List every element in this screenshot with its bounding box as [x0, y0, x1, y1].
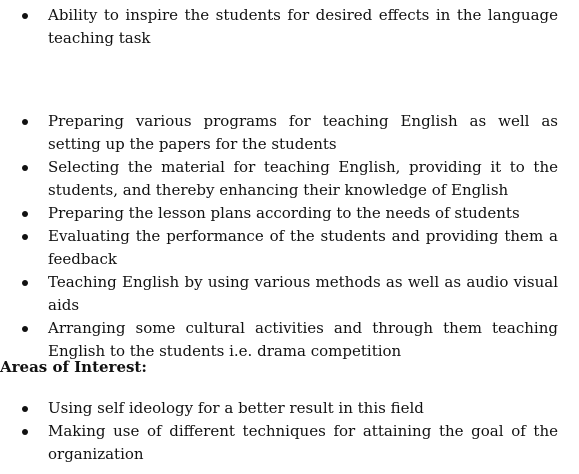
list-item-text: Preparing the lesson plans according to the needs of students — [48, 204, 520, 222]
bullet-icon — [22, 326, 28, 332]
list-item — [0, 156, 579, 202]
bullet-icon — [22, 13, 28, 19]
bullet-icon — [22, 119, 28, 125]
bullet-list-responsibilities — [0, 110, 579, 363]
list-item — [0, 110, 579, 156]
list-item-text: Making use of different techniques for attaining the goal of the organization — [48, 422, 558, 463]
bullet-list-areas-of-interest — [0, 397, 579, 466]
list-item — [0, 225, 579, 271]
list-item-text: Ability to inspire the students for desired effects in the language teaching task — [48, 6, 558, 47]
list-item — [0, 202, 579, 225]
list-item-text: Evaluating the performance of the students and providing them a feedback — [48, 227, 558, 268]
list-item — [0, 271, 579, 317]
list-item — [0, 420, 579, 466]
list-item-text: Teaching English by using various methods as well as audio visual aids — [48, 273, 558, 314]
bullet-icon — [22, 280, 28, 286]
list-item-text: Arranging some cultural activities and through them teaching English to the students i.e. drama competition — [48, 319, 558, 360]
bullet-icon — [22, 234, 28, 240]
list-item-text: Using self ideology for a better result in this field — [48, 399, 424, 417]
list-item — [0, 4, 579, 50]
list-item-text: Selecting the material for teaching English, providing it to the students, and thereby enhancing their knowledge of English — [48, 158, 558, 199]
list-item-text: Preparing various programs for teaching English as well as setting up the papers for the students — [48, 112, 558, 153]
list-item — [0, 397, 579, 420]
bullet-list-abilities — [0, 4, 579, 50]
bullet-icon — [22, 211, 28, 217]
areas-of-interest-heading: Areas of Interest: — [0, 358, 147, 376]
bullet-icon — [22, 165, 28, 171]
bullet-icon — [22, 429, 28, 435]
bullet-icon — [22, 406, 28, 412]
